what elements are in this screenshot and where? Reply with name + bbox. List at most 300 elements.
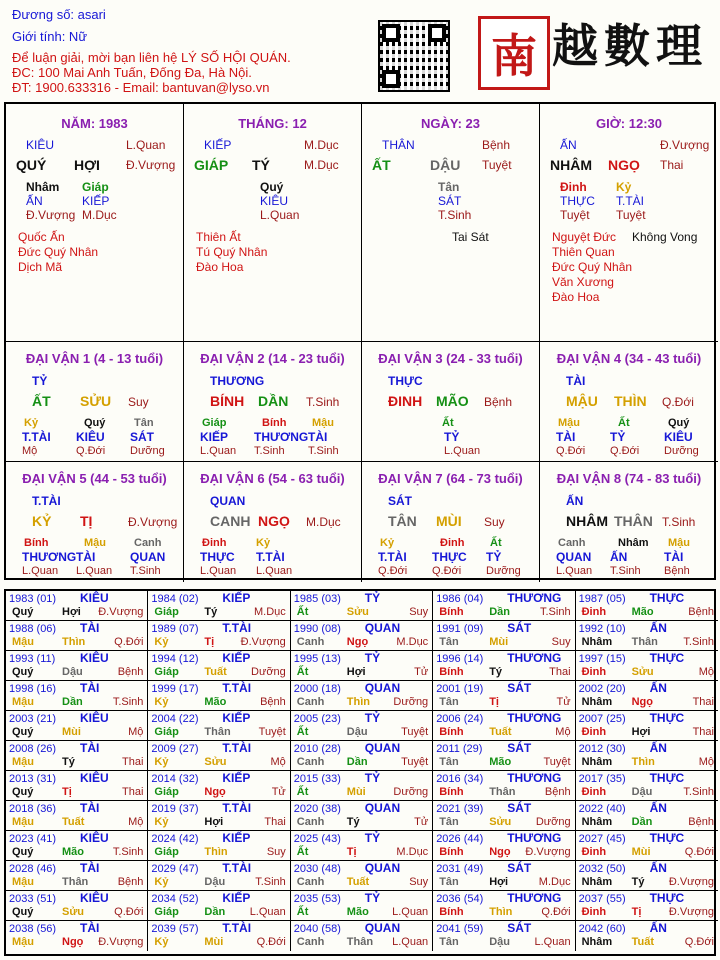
pillar-entry: M.Dục xyxy=(304,158,339,172)
year-chi: Hợi xyxy=(204,816,224,828)
year-cell xyxy=(148,681,290,711)
year-label: 1995 (13) xyxy=(293,653,341,665)
dai-van-title: ĐẠI VẬN 7 (64 - 73 tuổi) xyxy=(378,471,523,486)
year-cell xyxy=(433,651,575,681)
dai-van-hidden-state: T.Sinh xyxy=(610,565,641,577)
year-god: THỰC xyxy=(649,711,685,725)
year-can: Ất xyxy=(296,726,309,738)
year-chi: Ngọ xyxy=(489,846,511,858)
dai-van-hidden-god: SÁT xyxy=(130,430,154,444)
dai-van-2 xyxy=(184,342,362,462)
year-state: Thai xyxy=(692,696,714,708)
year-state: T.Sinh xyxy=(540,606,571,618)
pillar-entry: Kỷ xyxy=(616,180,632,194)
year-god: KIẾP xyxy=(222,771,251,785)
year-cell xyxy=(6,591,148,621)
year-cell xyxy=(291,861,433,891)
year-label: 2003 (21) xyxy=(9,713,57,725)
year-label: 2020 (38) xyxy=(293,803,341,815)
dai-van-title: ĐẠI VẬN 1 (4 - 13 tuổi) xyxy=(25,351,164,366)
year-state: T.Sinh xyxy=(255,876,286,888)
year-god: KIÊU xyxy=(80,771,109,785)
year-state: Tuyệt xyxy=(401,726,429,738)
dai-van-hidden-god: TÀI xyxy=(308,430,328,444)
pillar-entry: KIÊU xyxy=(260,194,289,208)
year-state: L.Quan xyxy=(392,936,429,948)
year-god: TỶ xyxy=(364,711,381,725)
dai-van-can: KỶ xyxy=(32,513,52,529)
year-can: Tân xyxy=(439,936,459,948)
year-state: T.Sinh xyxy=(683,786,714,798)
year-can: Tân xyxy=(439,876,459,888)
year-chi: Mùi xyxy=(631,846,651,858)
year-chi: Mão xyxy=(631,606,654,618)
dai-van-can: NHÂM xyxy=(566,513,608,529)
year-can: Quý xyxy=(12,906,34,918)
pillar-2 xyxy=(184,104,362,342)
pillar-3 xyxy=(362,104,540,342)
year-god: THƯƠNG xyxy=(507,711,562,725)
dai-van-hidden-state: Mộ xyxy=(22,445,38,457)
year-chi: Mão xyxy=(62,846,84,858)
year-state: Đ.Vượng xyxy=(668,906,714,918)
pillar-star-2: Không Vong xyxy=(632,230,698,244)
dai-van-hidden-state: Q.Đới xyxy=(610,445,640,457)
year-god: QUAN xyxy=(364,861,401,875)
year-cell xyxy=(6,741,148,771)
year-god: TỶ xyxy=(364,831,381,845)
year-state: Đ.Vượng xyxy=(668,876,714,888)
dai-van-chi: MÙI xyxy=(436,513,462,529)
dai-van-hidden: Tân xyxy=(134,417,154,429)
year-can: Giáp xyxy=(154,786,179,798)
year-label: 2007 (25) xyxy=(578,713,626,725)
dai-van-hidden-state: Dưỡng xyxy=(130,445,165,457)
year-can: Giáp xyxy=(154,606,179,618)
pillar-entry: Quý xyxy=(260,180,284,194)
year-chi: Tị xyxy=(631,906,642,918)
year-chi: Ngọ xyxy=(631,696,653,708)
year-state: Q.Đới xyxy=(114,906,144,918)
year-can: Nhâm xyxy=(581,696,613,708)
dai-van-hidden: Kỷ xyxy=(380,537,395,549)
year-chi: Sửu xyxy=(631,666,654,678)
year-label: 2040 (58) xyxy=(293,923,341,935)
year-state: Tử xyxy=(271,786,286,798)
dai-van-can: CANH xyxy=(210,513,251,529)
year-god: KIẾP xyxy=(222,891,251,905)
year-chi: Ngọ xyxy=(204,786,226,798)
year-state: M.Dục xyxy=(538,876,571,888)
year-cell xyxy=(576,591,718,621)
year-state: Đ.Vượng xyxy=(98,936,144,948)
dai-van-title: ĐẠI VẬN 6 (54 - 63 tuổi) xyxy=(200,471,345,486)
year-chi: Ngọ xyxy=(346,636,369,648)
year-state: T.Sinh xyxy=(112,696,144,708)
year-can: Kỷ xyxy=(154,636,169,648)
year-cell xyxy=(433,891,575,921)
dai-van-hidden-god: TÀI xyxy=(76,550,96,564)
dai-van-hidden-state: L.Quan xyxy=(76,565,113,577)
pillar-entry: ẤN xyxy=(26,194,43,208)
dai-van-8 xyxy=(540,462,718,582)
dai-van-title: ĐẠI VẬN 4 (34 - 43 tuổi) xyxy=(556,351,702,366)
year-can: Bính xyxy=(439,666,464,678)
dai-van-hidden-god: TỶ xyxy=(444,430,460,444)
dai-van-god: T.TÀI xyxy=(32,494,61,508)
address: ĐC: 100 Mai Anh Tuấn, Đống Đa, Hà Nội. xyxy=(12,65,252,80)
dai-van-hidden-god: QUAN xyxy=(130,550,166,564)
dai-van-3 xyxy=(362,342,540,462)
year-chi: Sửu xyxy=(346,606,369,618)
dai-van-hidden: Ất xyxy=(490,537,502,549)
year-god: T.TÀI xyxy=(222,681,252,695)
pillar-entry: TÝ xyxy=(252,157,270,173)
year-chi: Hợi xyxy=(346,666,366,678)
year-can: Ất xyxy=(296,666,309,678)
dai-van-hidden-god: KIẾP xyxy=(200,430,229,444)
year-chi: Tuất xyxy=(346,876,370,888)
year-god: ẤN xyxy=(649,681,667,695)
year-god: TÀI xyxy=(80,921,100,935)
year-can: Đinh xyxy=(581,906,607,918)
year-cell xyxy=(291,591,433,621)
year-chi: Thìn xyxy=(204,846,228,858)
year-can: Tân xyxy=(439,816,459,828)
year-state: Tử xyxy=(414,666,429,678)
year-state: Mộ xyxy=(698,666,714,678)
year-god: TÀI xyxy=(80,741,100,755)
year-state: Mộ xyxy=(555,726,571,738)
dai-van-hidden-state: L.Quan xyxy=(200,565,237,577)
pillar-entry: SÁT xyxy=(438,194,462,208)
dai-van-can: ẤT xyxy=(32,393,51,409)
year-god: SÁT xyxy=(507,621,532,635)
year-label: 1998 (16) xyxy=(9,683,57,695)
dai-van-god: THƯƠNG xyxy=(210,374,265,388)
year-chi: Sửu xyxy=(204,756,227,768)
year-label: 2041 (59) xyxy=(436,923,484,935)
year-state: Mộ xyxy=(698,756,714,768)
pillar-entry: Tuyệt xyxy=(482,158,512,172)
year-god: QUAN xyxy=(364,741,401,755)
year-cell xyxy=(433,801,575,831)
year-god: SÁT xyxy=(507,681,532,695)
dai-van-can: MẬU xyxy=(566,393,598,409)
year-cell xyxy=(148,801,290,831)
header xyxy=(0,0,720,100)
year-chi: Dần xyxy=(62,696,83,708)
year-chi: Tị xyxy=(346,846,357,858)
year-state: Bệnh xyxy=(260,696,286,708)
year-can: Canh xyxy=(296,756,325,768)
year-label: 2030 (48) xyxy=(293,863,341,875)
year-label: 2015 (33) xyxy=(293,773,341,785)
year-god: TÀI xyxy=(80,861,100,875)
year-cell xyxy=(291,621,433,651)
year-cell xyxy=(6,621,148,651)
dai-van-hidden: Đinh xyxy=(440,537,465,549)
year-god: KIẾP xyxy=(222,591,251,605)
year-label: 1994 (12) xyxy=(151,653,199,665)
year-can: Nhâm xyxy=(581,816,613,828)
year-label: 2024 (42) xyxy=(151,833,199,845)
year-chi: Dần xyxy=(204,906,226,918)
year-cell xyxy=(576,771,718,801)
year-can: Ất xyxy=(296,906,309,918)
dai-van-hidden-god: THƯƠNG xyxy=(254,430,309,444)
year-label: 2008 (26) xyxy=(9,743,57,755)
pillar-star: Đức Quý Nhân xyxy=(18,245,99,259)
year-chi: Hợi xyxy=(489,876,509,888)
year-cell xyxy=(148,771,290,801)
year-label: 1991 (09) xyxy=(436,623,484,635)
year-god: THƯƠNG xyxy=(507,651,562,665)
pillar-entry: Đ.Vượng xyxy=(26,208,76,222)
year-label: 1996 (14) xyxy=(436,653,484,665)
dai-van-title: ĐẠI VẬN 5 (44 - 53 tuổi) xyxy=(22,471,167,486)
dai-van-hidden: Canh xyxy=(558,537,586,549)
dai-van-hidden: Bính xyxy=(262,417,287,429)
year-god: KIÊU xyxy=(80,591,109,605)
year-label: 2006 (24) xyxy=(436,713,484,725)
dai-van-hidden-god: T.TÀI xyxy=(22,430,51,444)
dai-van-hidden: Nhâm xyxy=(618,537,649,549)
year-state: Bệnh xyxy=(688,816,714,828)
year-chi: Tị xyxy=(489,696,499,708)
year-label: 2017 (35) xyxy=(578,773,626,785)
year-can: Giáp xyxy=(154,666,179,678)
dai-van-hidden-god: ẤN xyxy=(610,550,628,564)
year-state: Tuyệt xyxy=(258,726,286,738)
year-state: Mộ xyxy=(128,816,144,828)
year-chi: Tý xyxy=(631,876,645,888)
year-god: ẤN xyxy=(649,741,667,755)
year-cell xyxy=(291,651,433,681)
pillar-entry: KIẾP xyxy=(204,138,232,152)
year-chi: Dậu xyxy=(62,666,83,678)
year-label: 2010 (28) xyxy=(293,743,341,755)
year-cell xyxy=(6,891,148,921)
dai-van-hidden-god: THƯƠNG xyxy=(22,550,77,564)
year-state: Bệnh xyxy=(117,876,144,888)
pillar-entry: M.Dục xyxy=(82,208,117,222)
year-chi: Tuất xyxy=(62,816,85,828)
year-label: 1997 (15) xyxy=(578,653,626,665)
year-label: 2018 (36) xyxy=(9,803,57,815)
year-can: Quý xyxy=(12,846,34,858)
dai-van-hidden: Canh xyxy=(134,537,162,549)
year-chi: Tý xyxy=(62,756,75,768)
dai-van-hidden-state: T.Sinh xyxy=(130,565,161,577)
year-chi: Thân xyxy=(62,876,89,888)
year-label: 2035 (53) xyxy=(293,893,341,905)
year-chi: Thìn xyxy=(62,636,86,648)
year-cell xyxy=(576,681,718,711)
pillar-star: Đào Hoa xyxy=(552,290,600,304)
dai-van-can: TÂN xyxy=(388,513,417,529)
year-state: Đ.Vượng xyxy=(525,846,571,858)
pillar-4 xyxy=(540,104,718,342)
dai-van-hidden-god: KIÊU xyxy=(664,430,693,444)
year-can: Canh xyxy=(296,816,325,828)
pillar-star: Tú Quý Nhân xyxy=(196,245,268,259)
year-god: TÀI xyxy=(80,801,100,815)
pillar-star: Quốc Ấn xyxy=(18,230,65,244)
year-can: Mậu xyxy=(12,696,34,708)
year-can: Tân xyxy=(439,756,459,768)
year-god: THỰC xyxy=(649,831,685,845)
year-chi: Tý xyxy=(346,816,360,828)
year-can: Bính xyxy=(439,606,464,618)
year-cell xyxy=(6,711,148,741)
year-label: 2016 (34) xyxy=(436,773,484,785)
year-cell xyxy=(6,861,148,891)
year-god: THƯƠNG xyxy=(507,771,562,785)
year-god: T.TÀI xyxy=(222,921,252,935)
year-state: M.Dục xyxy=(396,846,429,858)
year-state: L.Quan xyxy=(249,906,286,918)
year-label: 2002 (20) xyxy=(578,683,626,695)
year-chi: Mão xyxy=(204,696,227,708)
year-can: Kỷ xyxy=(154,696,169,708)
pillar-star: Đào Hoa xyxy=(196,260,244,274)
year-label: 2034 (52) xyxy=(151,893,199,905)
dai-van-6 xyxy=(184,462,362,582)
dai-van-hidden-state: L.Quan xyxy=(22,565,59,577)
year-state: Tuyệt xyxy=(401,756,429,768)
year-can: Nhâm xyxy=(581,636,613,648)
year-cell xyxy=(576,921,718,951)
pillar-entry: Bệnh xyxy=(482,138,511,152)
year-god: THƯƠNG xyxy=(507,831,562,845)
year-can: Quý xyxy=(12,726,34,738)
year-label: 2012 (30) xyxy=(578,743,626,755)
dai-van-hidden-state: L.Quan xyxy=(556,565,593,577)
brand-logo: 越數理 xyxy=(552,19,708,73)
dai-van-god: ẤN xyxy=(566,494,584,508)
year-state: Mộ xyxy=(270,756,286,768)
year-cell xyxy=(433,771,575,801)
pillar-entry: NHÂM xyxy=(550,157,592,173)
year-chi: Hợi xyxy=(62,606,81,618)
pillar-entry: Giáp xyxy=(82,180,109,194)
dai-van-hidden-god: THỰC xyxy=(200,550,235,564)
year-cell xyxy=(433,591,575,621)
year-cell xyxy=(6,651,148,681)
year-cell xyxy=(291,741,433,771)
year-can: Quý xyxy=(12,606,34,618)
pillar-entry: ẤN xyxy=(560,138,577,152)
year-chi: Tuất xyxy=(204,666,227,678)
pillar-1 xyxy=(6,104,184,342)
year-label: 2011 (29) xyxy=(436,743,483,755)
year-cell xyxy=(148,921,290,951)
year-can: Ất xyxy=(296,606,309,618)
dai-van-hidden: Quý xyxy=(668,417,690,429)
year-can: Ất xyxy=(296,786,309,798)
year-cell xyxy=(148,591,290,621)
year-god: THỰC xyxy=(649,651,685,665)
dai-van-hidden-state: Bệnh xyxy=(664,565,690,577)
year-god: KIÊU xyxy=(80,651,109,665)
year-cell xyxy=(433,621,575,651)
year-cell xyxy=(148,831,290,861)
year-state: Thai xyxy=(121,786,144,798)
pillar-star: Văn Xương xyxy=(552,275,614,289)
year-god: SÁT xyxy=(507,801,532,815)
dai-van-hidden: Đinh xyxy=(202,537,227,549)
year-chi: Thân xyxy=(346,936,374,948)
year-label: 1988 (06) xyxy=(9,623,57,635)
year-cell xyxy=(576,801,718,831)
year-chi: Tuất xyxy=(489,726,512,738)
dai-van-hidden-state: T.Sinh xyxy=(308,445,339,457)
year-chi: Dậu xyxy=(204,876,226,888)
year-state: Thai xyxy=(549,666,571,678)
year-god: ẤN xyxy=(649,621,667,635)
gender: Giới tính: Nữ xyxy=(12,29,88,44)
year-chi: Mùi xyxy=(204,936,224,948)
pillar-entry: HỢI xyxy=(74,157,100,173)
dai-van-hidden-god: QUAN xyxy=(556,550,592,564)
dai-van-hidden: Giáp xyxy=(202,417,227,429)
dai-van-hidden: Ất xyxy=(618,417,630,429)
dai-van-hidden: Mậu xyxy=(558,417,580,429)
dai-van-7 xyxy=(362,462,540,582)
dai-van-4 xyxy=(540,342,718,462)
dai-van-hidden-state: Dưỡng xyxy=(664,445,699,457)
year-chi: Dần xyxy=(631,816,653,828)
year-label: 1989 (07) xyxy=(151,623,199,635)
year-state: Q.Đới xyxy=(256,936,286,948)
dai-van-chi: SỬU xyxy=(80,393,112,409)
pillar-entry: L.Quan xyxy=(126,138,166,152)
year-label: 2025 (43) xyxy=(293,833,341,845)
year-state: Đ.Vượng xyxy=(240,636,286,648)
owner-name: Đương số: asari xyxy=(12,7,106,22)
pillar-entry: T.TÀI xyxy=(616,194,645,208)
year-chi: Thân xyxy=(631,636,658,648)
year-god: T.TÀI xyxy=(222,861,252,875)
year-label: 2000 (18) xyxy=(293,683,341,695)
year-cell xyxy=(148,651,290,681)
year-label: 2031 (49) xyxy=(436,863,484,875)
year-cell xyxy=(433,741,575,771)
dai-van-god: TÀI xyxy=(566,374,586,388)
dai-van-hidden-state: L.Quan xyxy=(256,565,293,577)
year-state: Tử xyxy=(414,816,429,828)
year-label: 2038 (56) xyxy=(9,923,57,935)
dai-van-hidden-state: Q.Đới xyxy=(432,565,462,577)
year-cell xyxy=(433,831,575,861)
year-cell xyxy=(433,681,575,711)
dai-van-state: Suy xyxy=(128,395,149,409)
dai-van-title: ĐẠI VẬN 2 (14 - 23 tuổi) xyxy=(200,351,345,366)
year-chi: Dậu xyxy=(489,936,510,948)
dai-van-hidden-god: KIÊU xyxy=(76,430,105,444)
year-can: Nhâm xyxy=(581,756,613,768)
year-can: Kỷ xyxy=(154,936,169,948)
dai-van-chi: DẦN xyxy=(258,393,289,409)
pillar-entry: GIÁP xyxy=(194,157,229,173)
year-state: Bệnh xyxy=(544,786,571,798)
year-cell xyxy=(6,831,148,861)
year-state: Q.Đới xyxy=(684,846,714,858)
year-chi: Dậu xyxy=(346,726,368,738)
year-state: T.Sinh xyxy=(112,846,144,858)
pillar-entry: Nhâm xyxy=(26,180,60,194)
